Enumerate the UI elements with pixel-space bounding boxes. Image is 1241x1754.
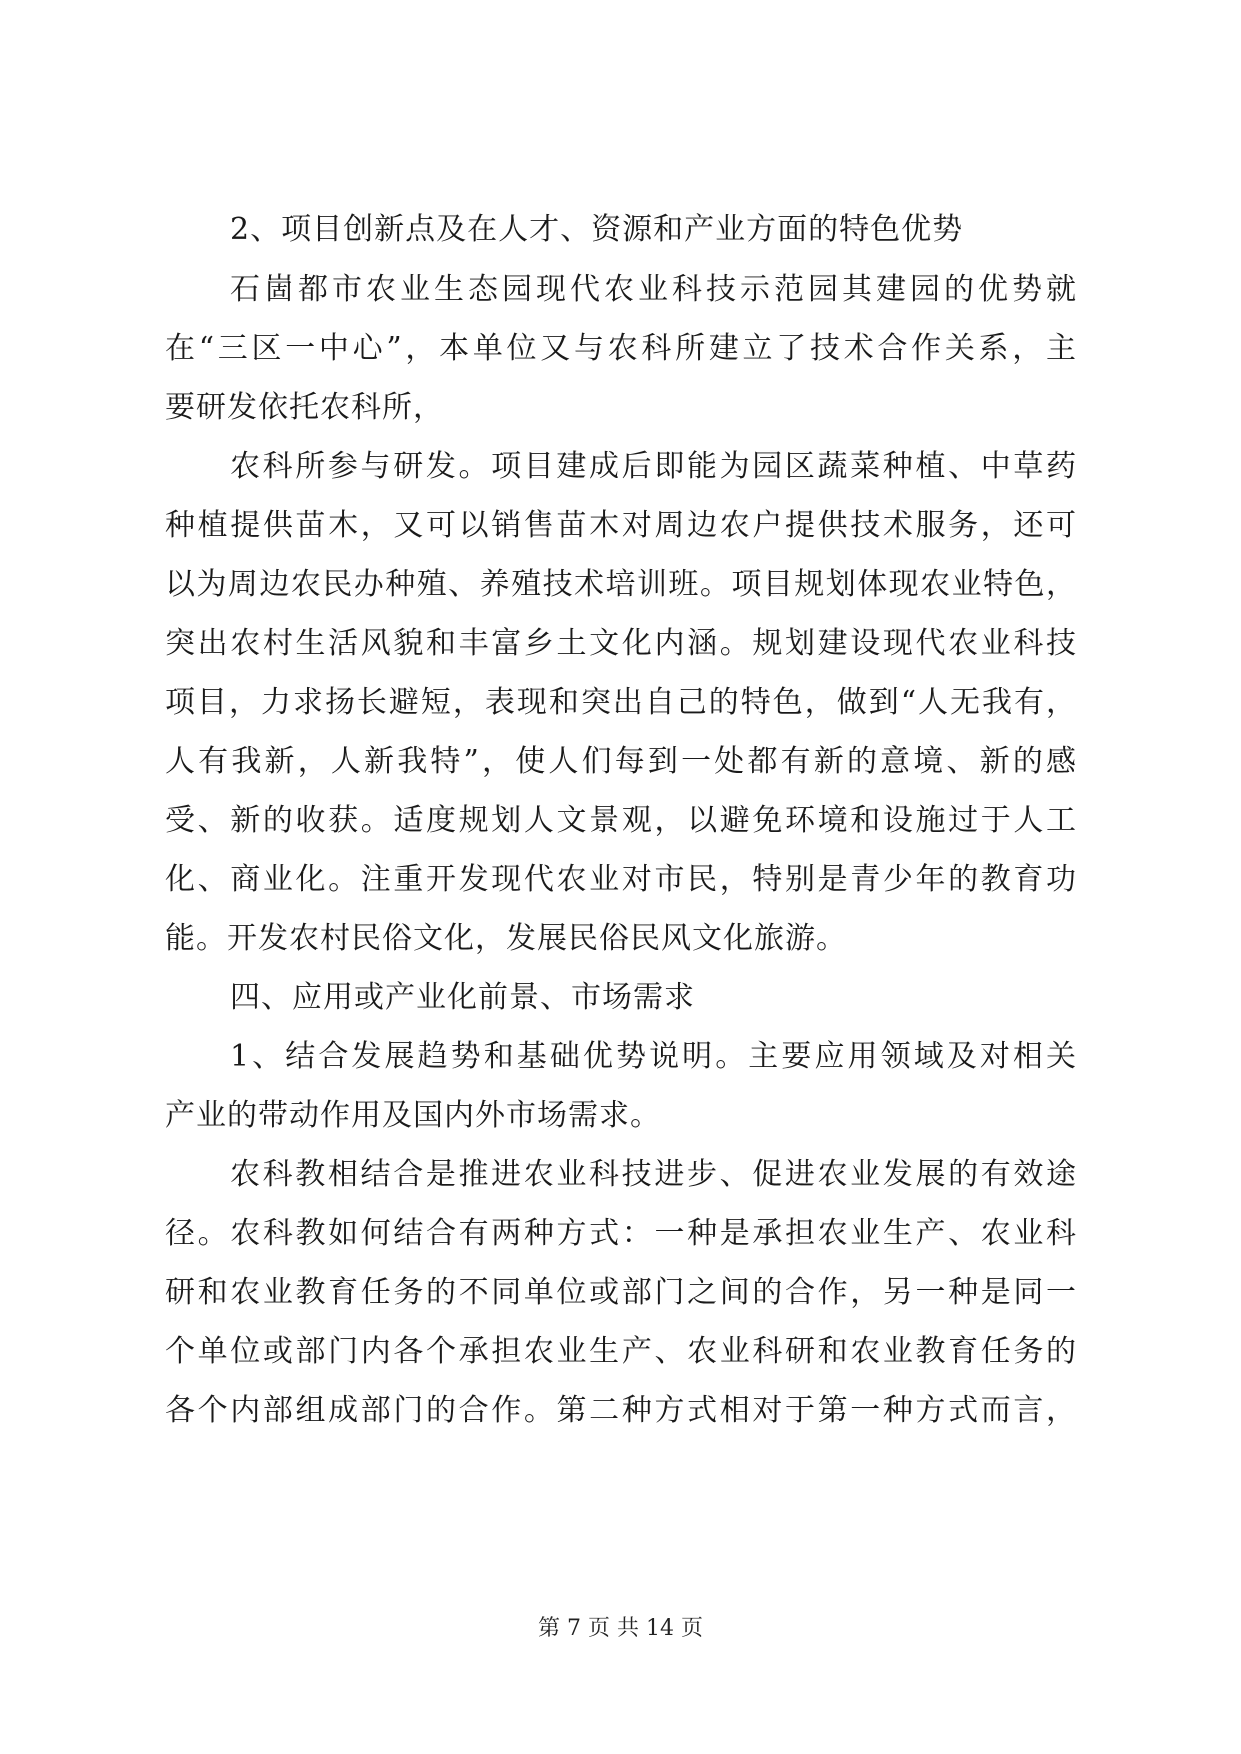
paragraph-line: 化、商业化。注重开发现代农业对市民，特别是青少年的教育功 [165,862,1077,897]
section-heading-application: 四、应用或产业化前景、市场需求 [230,980,695,1015]
paragraph-line: 1、结合发展趋势和基础优势说明。主要应用领域及对相关 [230,1039,1077,1074]
paragraph-line: 研和农业教育任务的不同单位或部门之间的合作，另一种是同一 [165,1275,1077,1310]
paragraph-line: 产业的带动作用及国内外市场需求。 [165,1098,661,1133]
paragraph-line: 农科教相结合是推进农业科技进步、促进农业发展的有效途 [230,1157,1077,1192]
paragraph-line: 各个内部组成部门的合作。第二种方式相对于第一种方式而言， [165,1393,1077,1428]
paragraph-line: 能。开发农村民俗文化，发展民俗民风文化旅游。 [165,921,847,956]
paragraph-line: 突出农村生活风貌和丰富乡土文化内涵。规划建设现代农业科技 [165,626,1077,661]
paragraph-line: 要研发依托农科所， [165,390,444,425]
paragraph-line: 石崮都市农业生态园现代农业科技示范园其建园的优势就 [230,272,1077,307]
paragraph-line: 径。农科教如何结合有两种方式：一种是承担农业生产、农业科 [165,1216,1077,1251]
paragraph-line: 种植提供苗木，又可以销售苗木对周边农户提供技术服务，还可 [165,508,1077,543]
paragraph-line: 在“三区一中心”，本单位又与农科所建立了技术合作关系，主 [165,331,1077,366]
paragraph-line: 个单位或部门内各个承担农业生产、农业科研和农业教育任务的 [165,1334,1077,1369]
paragraph-line: 农科所参与研发。项目建成后即能为园区蔬菜种植、中草药 [230,449,1077,484]
paragraph-line: 项目，力求扬长避短，表现和突出自己的特色，做到“人无我有， [165,685,1077,720]
section-heading-innovation: 2、项目创新点及在人才、资源和产业方面的特色优势 [230,212,964,247]
page-number-footer: 第 7 页 共 14 页 [538,1616,703,1641]
paragraph-line: 人有我新，人新我特”，使人们每到一处都有新的意境、新的感 [165,744,1077,779]
paragraph-line: 受、新的收获。适度规划人文景观，以避免环境和设施过于人工 [165,803,1077,838]
paragraph-line: 以为周边农民办种殖、养殖技术培训班。项目规划体现农业特色， [165,567,1077,602]
